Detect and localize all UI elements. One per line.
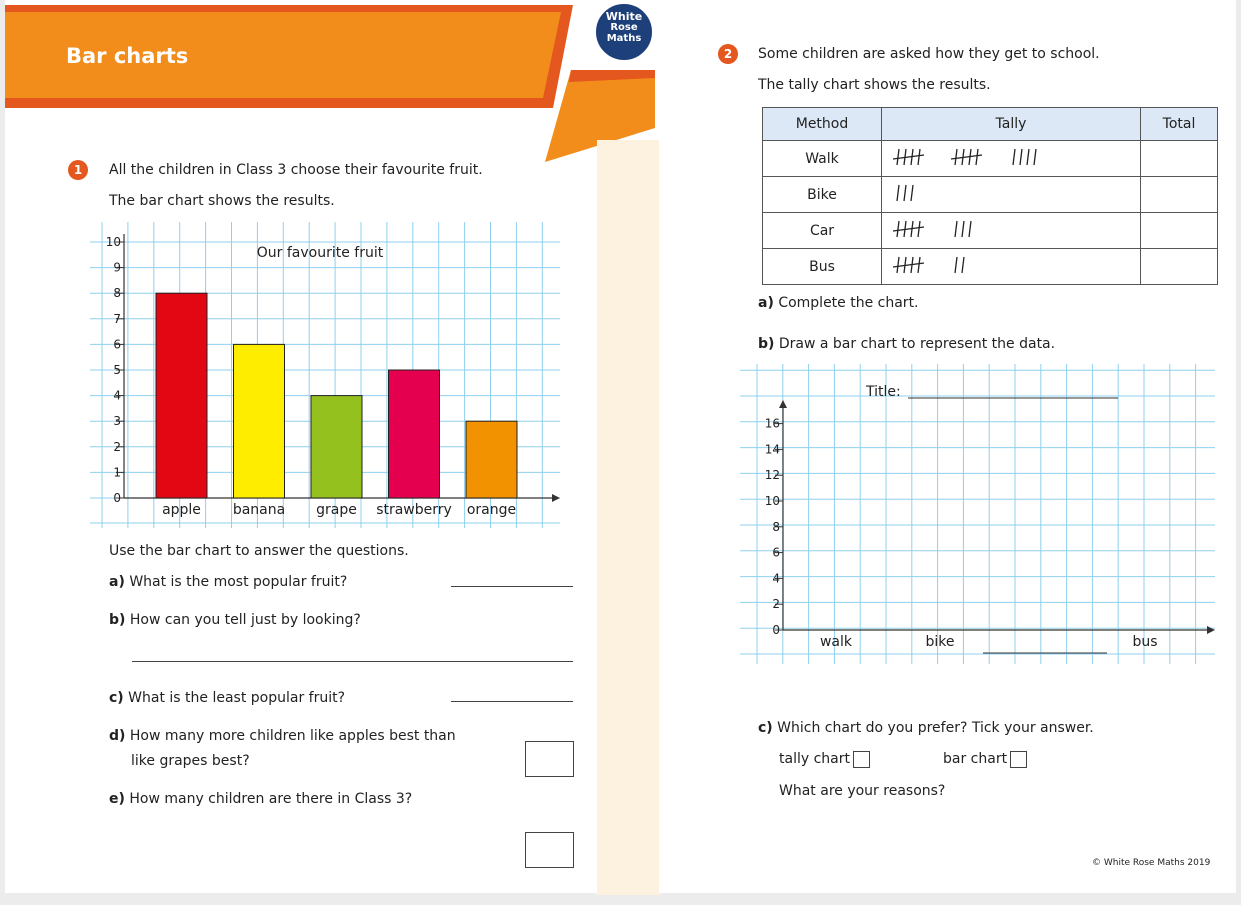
x-tick-label: grape (316, 502, 357, 518)
q2a: a) Complete the chart. (758, 295, 919, 311)
page-title: Bar charts (66, 44, 189, 68)
x-tick-label: strawberry (376, 502, 452, 518)
y-tick-label: 1 (113, 465, 121, 480)
y-tick-label: 2 (113, 439, 121, 454)
tally-stroke (1013, 149, 1015, 165)
x-tick-label: banana (232, 502, 286, 518)
q1c: c) What is the least popular fruit? (109, 690, 346, 706)
tally-stroke (904, 185, 906, 201)
method-cell: Car (763, 213, 882, 249)
x-tick-label: orange (466, 502, 517, 518)
q1e-answer-box[interactable] (525, 832, 574, 868)
y-tick-label: 10 (764, 494, 780, 508)
tally-stroke (962, 221, 964, 237)
bar-strawberry (389, 370, 440, 498)
q1d: d) How many more children like apples best than (109, 728, 456, 744)
y-tick-label: 4 (113, 388, 121, 403)
x-axis-arrow (552, 494, 560, 502)
bar-grape (311, 396, 362, 498)
q1a: a) What is the most popular fruit? (109, 574, 348, 590)
q1-intro-1: All the children in Class 3 choose their favourite fruit. (109, 162, 483, 178)
tally-stroke (918, 149, 920, 165)
y-axis-arrow (779, 400, 787, 408)
total-cell[interactable] (1141, 249, 1218, 285)
question-1-badge: 1 (68, 160, 88, 180)
worksheet-page (5, 0, 1236, 893)
x-tick-label: apple (162, 502, 201, 518)
q2c-reasons: What are your reasons? (779, 783, 946, 799)
col-header-tally: Tally (882, 108, 1141, 141)
method-cell: Walk (763, 141, 882, 177)
y-tick-label: 6 (113, 337, 121, 352)
q1d-line2: like grapes best? (131, 753, 250, 769)
x-tick-label: bike (925, 634, 955, 650)
tally-marks (892, 181, 1132, 205)
method-cell: Bike (763, 177, 882, 213)
tally-cell (882, 141, 1141, 177)
q1b-answer-line[interactable] (132, 661, 573, 662)
x-tick-label: bus (1132, 634, 1158, 650)
y-tick-label: 3 (113, 414, 121, 429)
tally-cell (882, 177, 1141, 213)
x-tick-label: walk (819, 634, 853, 650)
method-cell: Bus (763, 249, 882, 285)
q2c: c) Which chart do you prefer? Tick your answer. (758, 720, 1094, 736)
y-tick-label: 9 (113, 260, 121, 275)
chart-title: Title: (866, 384, 901, 400)
tally-marks (892, 145, 1132, 169)
y-tick-label: 4 (772, 571, 780, 586)
q2-intro-1: Some children are asked how they get to school. (758, 46, 1100, 62)
tally-stroke (955, 257, 957, 273)
tally-stroke (1020, 149, 1022, 165)
q2-intro-2: The tally chart shows the results. (758, 77, 991, 93)
q2c-option-bar: bar chart (943, 750, 1027, 768)
y-tick-label: 8 (772, 519, 780, 534)
q1b: b) How can you tell just by looking? (109, 612, 361, 628)
q1c-answer-line[interactable] (451, 701, 573, 702)
y-tick-label: 8 (113, 286, 121, 301)
tally-stroke (1027, 149, 1029, 165)
y-tick-label: 10 (105, 235, 121, 249)
col-header-total: Total (1141, 108, 1218, 141)
bar-chart-checkbox[interactable] (1010, 751, 1027, 768)
q1e: e) How many children are there in Class 3? (109, 791, 413, 807)
q1a-answer-line[interactable] (451, 586, 573, 587)
y-tick-label: 5 (113, 363, 121, 377)
copyright: © White Rose Maths 2019 (1092, 858, 1211, 868)
y-tick-label: 6 (772, 545, 780, 560)
q1-instruction: Use the bar chart to answer the questions. (109, 543, 409, 559)
tally-stroke (976, 149, 978, 165)
total-cell[interactable] (1141, 213, 1218, 249)
tally-marks (892, 217, 1132, 241)
white-rose-maths-logo: White Rose Maths (594, 2, 654, 62)
bar-apple (156, 293, 207, 498)
total-cell[interactable] (1141, 141, 1218, 177)
y-tick-label: 7 (113, 311, 121, 326)
q1-intro-2: The bar chart shows the results. (109, 193, 335, 209)
tally-stroke (1034, 149, 1036, 165)
tally-stroke (955, 149, 957, 165)
tally-chart-checkbox[interactable] (853, 751, 870, 768)
fruit-bar-chart (90, 222, 560, 528)
bar-banana (234, 344, 285, 498)
q2c-option-tally: tally chart (779, 750, 870, 768)
tally-cell (882, 249, 1141, 285)
tally-marks (892, 253, 1132, 277)
centre-strip (597, 140, 659, 895)
tally-stroke (897, 149, 899, 165)
header-banner (5, 0, 665, 170)
y-tick-label: 14 (764, 442, 780, 457)
y-tick-label: 0 (772, 623, 780, 637)
y-tick-label: 16 (764, 416, 780, 431)
tally-stroke (897, 221, 899, 237)
q1d-answer-box[interactable] (525, 741, 574, 777)
table-row (763, 177, 1218, 213)
tally-stroke (897, 257, 899, 273)
table-row (763, 213, 1218, 249)
travel-bar-chart-grid[interactable] (740, 364, 1215, 664)
question-2-badge: 2 (718, 44, 738, 64)
table-row (763, 141, 1218, 177)
x-axis-arrow (1207, 626, 1215, 634)
tally-stroke (897, 185, 899, 201)
total-cell[interactable] (1141, 177, 1218, 213)
y-tick-label: 12 (764, 468, 780, 483)
tally-cell (882, 213, 1141, 249)
tally-table (762, 107, 1218, 285)
bar-orange (466, 421, 517, 498)
col-header-method: Method (763, 108, 882, 141)
y-tick-label: 2 (772, 597, 780, 612)
q2b: b) Draw a bar chart to represent the data. (758, 336, 1056, 352)
tally-stroke (962, 257, 964, 273)
y-tick-label: 0 (113, 491, 121, 505)
chart-title: Our favourite fruit (256, 245, 384, 261)
table-row (763, 249, 1218, 285)
tally-stroke (918, 221, 920, 237)
tally-stroke (969, 221, 971, 237)
tally-stroke (955, 221, 957, 237)
tally-stroke (918, 257, 920, 273)
tally-stroke (911, 185, 913, 201)
